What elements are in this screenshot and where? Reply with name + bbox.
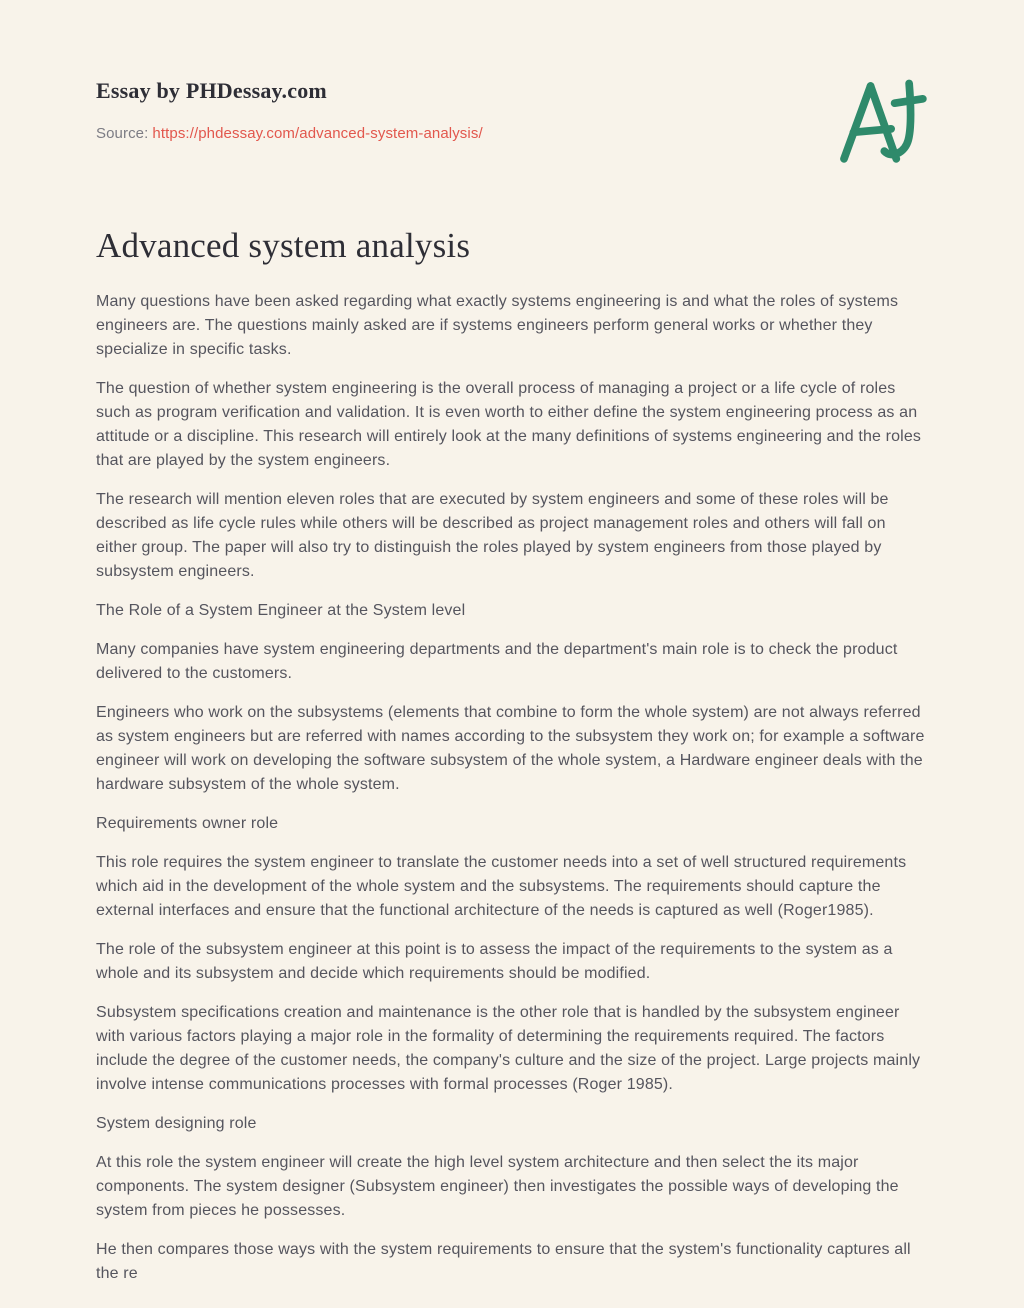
source-url-link[interactable]: https://phdessay.com/advanced-system-analysis/ [152,125,483,142]
source-line [96,125,928,142]
essay-paragraph: The research will mention eleven roles that are executed by system engineers and some of these roles will be described as life cycle rules while others will be described as project management roles and others will fall on either group. The paper will also try to distinguish the roles played by system engineers from those played by subsystem engineers. [96,491,889,580]
essay-paragraph: The question of whether system engineering is the overall process of managing a project or a life cycle of roles such as program verification and validation. It is even worth to either define the system engineering process as an attitude or a discipline. This research will entirely look at the many definitions of systems engineering and the roles that are played by the system engineers. [96,380,922,469]
essay-main [96,224,928,1286]
essay-paragraph: Many questions have been asked regarding what exactly systems engineering is and what the roles of systems engineers are. The questions mainly asked are if systems engineers perform general works or whether they specialize in specific tasks. [96,293,899,358]
essay-paragraph: He then compares those ways with the system requirements to ensure that the system's functionality captures all the re [96,1241,911,1282]
essay-title: Advanced system analysis [96,226,471,265]
essay-paragraph: This role requires the system engineer to translate the customer needs into a set of well structured requirements which aid in the development of the whole system and the subsystems. The requirements should capture the external interfaces and ensure that the functional architecture of the needs is captured as well (Roger1985). [96,854,907,919]
byline: Essay by PHDessay.com [96,78,327,103]
essay-paragraph: Many companies have system engineering departments and the department's main role is to check the product delivered to the customers. [96,641,898,682]
essay-paragraph: Requirements owner role [96,815,279,832]
essay-paragraph: Subsystem specifications creation and maintenance is the other role that is handled by the subsystem engineer with various factors playing a major role in the formality of determining the requirements required. The factors include the degree of the customer needs, the company's culture and the size of the project. Large projects mainly involve intense communications processes with formal processes (Roger 1985). [96,1004,921,1093]
phdessay-a-plus-logo-icon [832,74,928,170]
essay-paragraph: At this role the system engineer will create the high level system architecture and then select the its major components. The system designer (Subsystem engineer) then investigates the possible ways of developing the system from pieces he possesses. [96,1154,899,1219]
essay-paragraph: The Role of a System Engineer at the System level [96,602,466,619]
essay-paragraph: System designing role [96,1115,257,1132]
essay-paragraph: Engineers who work on the subsystems (elements that combine to form the whole system) are not always referred as system engineers but are referred with names according to the subsystem they work on; for example a software engineer will work on developing the software subsystem of the whole system, a Hardware engineer deals with the hardware subsystem of the whole system. [96,704,925,793]
source-label: Source: [96,125,149,142]
essay-body [96,290,928,1286]
page-header [96,78,928,142]
essay-paragraph: The role of the subsystem engineer at this point is to assess the impact of the requirements to the system as a whole and its subsystem and decide which requirements should be modified. [96,941,893,982]
